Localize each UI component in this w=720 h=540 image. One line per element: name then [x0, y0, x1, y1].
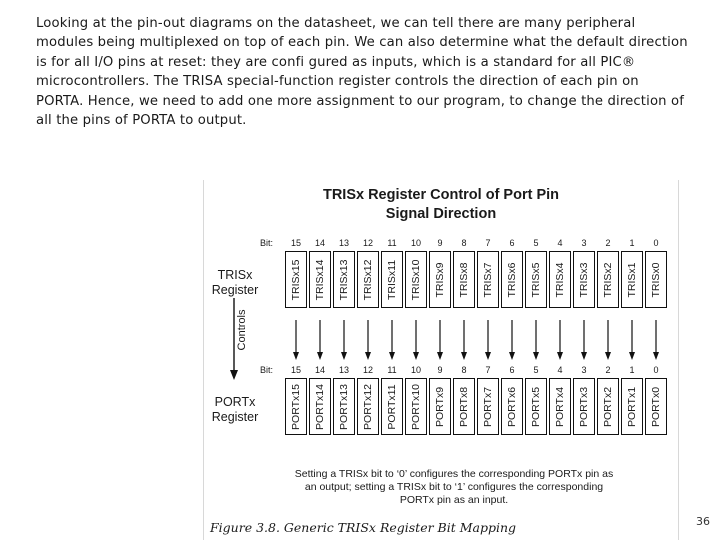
- bit-number-top-6: 9: [437, 238, 443, 248]
- bit-arrowhead-11: [389, 352, 395, 360]
- trisx-cell-label: TRISx15: [290, 259, 302, 300]
- bit-number-bottom-15: 0: [653, 365, 659, 375]
- portx-cell: [621, 378, 643, 435]
- bit-number-bottom-10: 5: [533, 365, 539, 375]
- portx-cell-label: PORTx5: [530, 386, 542, 427]
- bit-number-bottom-0: 15: [290, 365, 301, 375]
- bit-arrowhead-7: [485, 352, 491, 360]
- bit-arrowhead-12: [365, 352, 371, 360]
- bit-arrowhead-10: [413, 352, 419, 360]
- bit-arrowhead-1: [629, 352, 635, 360]
- portx-cell-label: PORTx9: [434, 386, 446, 427]
- bit-number-top-3: 12: [362, 238, 373, 248]
- bit-number-top-12: 3: [581, 238, 587, 248]
- portx-cell: [645, 378, 667, 435]
- bit-number-bottom-7: 8: [461, 365, 467, 375]
- trisx-cell-label: TRISx13: [338, 259, 350, 300]
- portx-cell: [309, 378, 331, 435]
- portx-cell-label: PORTx3: [578, 386, 590, 427]
- bit-number-top-10: 5: [533, 238, 539, 248]
- portx-cell-label: PORTx0: [650, 386, 662, 427]
- portx-label-line-2: Register: [211, 410, 259, 424]
- bit-number-top-9: 6: [509, 238, 515, 248]
- trisx-label-line-1: TRISx: [217, 268, 253, 282]
- bit-arrowhead-9: [437, 352, 443, 360]
- portx-register-label: [206, 395, 264, 425]
- portx-cell: [477, 378, 499, 435]
- trisx-cell-label: TRISx3: [578, 261, 590, 298]
- bit-number-bottom-9: 6: [509, 365, 515, 375]
- portx-cell-label: PORTx10: [410, 383, 422, 430]
- bit-number-top-5: 10: [410, 238, 421, 248]
- portx-cell: [549, 378, 571, 435]
- portx-cell: [285, 378, 307, 435]
- bit-number-bottom-1: 14: [314, 365, 325, 375]
- portx-cell: [381, 378, 403, 435]
- portx-cell-label: PORTx4: [554, 386, 566, 427]
- trisx-label-line-2: Register: [211, 283, 259, 297]
- bit-number-bottom-12: 3: [581, 365, 587, 375]
- bit-number-bottom-11: 4: [557, 365, 563, 375]
- note-line-1: Setting a TRISx bit to ‘0’ configures the corresponding PORTx pin as: [294, 468, 614, 480]
- portx-cell-label: PORTx11: [386, 383, 398, 430]
- bit-number-top-14: 1: [629, 238, 635, 248]
- bit-number-bottom-2: 13: [338, 365, 349, 375]
- bit-arrowhead-15: [293, 352, 299, 360]
- figure-caption: Figure 3.8. Generic TRISx Register Bit Mapping: [210, 520, 517, 535]
- portx-cell: [525, 378, 547, 435]
- trisx-cell-label: TRISx8: [458, 261, 470, 298]
- portx-label-line-1: PORTx: [214, 395, 256, 409]
- portx-cell-label: PORTx2: [602, 386, 614, 427]
- bit-arrowhead-6: [509, 352, 515, 360]
- page-number: 36: [696, 515, 710, 528]
- bit-arrowhead-2: [605, 352, 611, 360]
- portx-cell-label: PORTx8: [458, 386, 470, 427]
- figure-title-line-2: Signal Direction: [385, 206, 497, 222]
- trisx-cell-label: TRISx14: [314, 259, 326, 300]
- bit-number-top-15: 0: [653, 238, 659, 248]
- bit-number-top-1: 14: [314, 238, 325, 248]
- bit-arrowhead-8: [461, 352, 467, 360]
- portx-cell: [597, 378, 619, 435]
- portx-cell-label: PORTx15: [290, 383, 302, 430]
- note-line-2: an output; setting a TRISx bit to ‘1’ configures the corresponding: [304, 481, 604, 493]
- bit-number-bottom-13: 2: [605, 365, 611, 375]
- figure-note: [274, 468, 634, 507]
- trisx-register-figure: [203, 180, 679, 540]
- portx-cell: [573, 378, 595, 435]
- portx-cell: [333, 378, 355, 435]
- trisx-cell-label: TRISx6: [506, 261, 518, 298]
- trisx-cell-label: TRISx9: [434, 261, 446, 298]
- portx-cell: [501, 378, 523, 435]
- bit-number-bottom-8: 7: [485, 365, 491, 375]
- bit-number-top-4: 11: [387, 238, 397, 248]
- bit-arrowhead-4: [557, 352, 563, 360]
- portx-cell: [429, 378, 451, 435]
- portx-cell: [453, 378, 475, 435]
- portx-cell: [357, 378, 379, 435]
- bit-label-bottom: Bit:: [260, 365, 274, 375]
- note-line-3: PORTx pin as an input.: [399, 494, 509, 506]
- bit-arrowhead-14: [317, 352, 323, 360]
- bit-number-bottom-5: 10: [410, 365, 421, 375]
- bit-number-top-2: 13: [338, 238, 349, 248]
- bit-label-top: Bit:: [260, 238, 274, 248]
- trisx-cell-label: TRISx0: [650, 261, 662, 298]
- body-paragraph: Looking at the pin-out diagrams on the datasheet, we can tell there are many peripheral modules being multiplexed on top of each pin. We can also determine what the default direction is for all I/O pins at reset: they are confi gured as inputs, which is a standard for all PIC® microcontrollers. The TRISA special-function register controls the direction of each pin on PORTA. Hence, we need to add one more assignment to our program, to change the direction of all the pins of PORTA to output.: [36, 16, 688, 129]
- portx-cell-label: PORTx14: [314, 383, 326, 430]
- portx-cell-label: PORTx1: [626, 386, 638, 427]
- bit-number-bottom-6: 9: [437, 365, 443, 375]
- trisx-cell-label: TRISx4: [554, 261, 566, 298]
- bit-number-top-7: 8: [461, 238, 467, 248]
- controls-label: Controls: [236, 309, 248, 351]
- trisx-cell-label: TRISx1: [626, 261, 638, 298]
- bit-number-bottom-14: 1: [629, 365, 635, 375]
- portx-cell-label: PORTx13: [338, 383, 350, 430]
- bit-arrowhead-13: [341, 352, 347, 360]
- trisx-cell-label: TRISx2: [602, 261, 614, 298]
- portx-cell-label: PORTx12: [362, 383, 374, 430]
- portx-cell-label: PORTx7: [482, 386, 494, 427]
- bit-arrowhead-3: [581, 352, 587, 360]
- trisx-cell-label: TRISx10: [410, 259, 422, 300]
- bit-arrowhead-0: [653, 352, 659, 360]
- portx-cell-label: PORTx6: [506, 386, 518, 427]
- bit-number-top-11: 4: [557, 238, 563, 248]
- bit-number-top-0: 15: [290, 238, 301, 248]
- figure-title-line-1: TRISx Register Control of Port Pin: [322, 187, 560, 203]
- bit-arrowhead-5: [533, 352, 539, 360]
- trisx-cell-label: TRISx5: [530, 261, 542, 298]
- bit-number-top-8: 7: [485, 238, 491, 248]
- bit-number-bottom-3: 12: [362, 365, 373, 375]
- trisx-cell-label: TRISx11: [386, 259, 398, 300]
- trisx-cell-label: TRISx7: [482, 261, 494, 298]
- controls-arrowhead: [230, 370, 238, 380]
- trisx-cell-label: TRISx12: [362, 259, 374, 300]
- bit-number-top-13: 2: [605, 238, 611, 248]
- bit-number-bottom-4: 11: [387, 365, 397, 375]
- portx-cell: [405, 378, 427, 435]
